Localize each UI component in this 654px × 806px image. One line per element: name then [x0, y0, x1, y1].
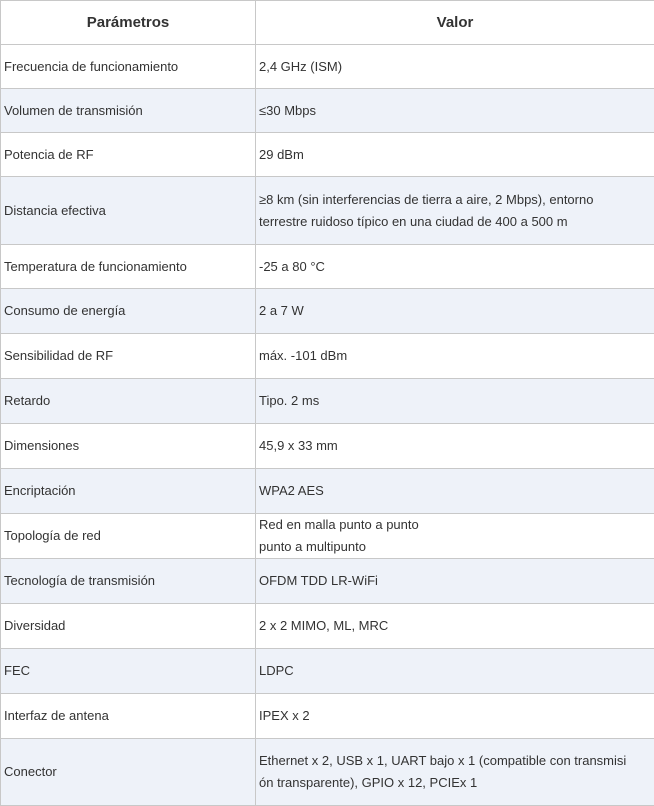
param-cell: Distancia efectiva [1, 177, 256, 245]
param-cell: Sensibilidad de RF [1, 334, 256, 379]
value-line: ón transparente), GPIO x 12, PCIEx 1 [259, 772, 651, 794]
value-cell [256, 177, 654, 245]
table-row [1, 334, 654, 379]
param-cell: Potencia de RF [1, 133, 256, 177]
param-cell: Frecuencia de funcionamiento [1, 45, 256, 89]
table-row [1, 469, 654, 514]
table-row [1, 89, 654, 133]
value-line: terrestre ruidoso típico en una ciudad de 400 a 500 m [259, 211, 651, 233]
table-row [1, 245, 654, 289]
param-cell: Dimensiones [1, 424, 256, 469]
header-value: Valor [256, 1, 654, 45]
param-cell: Volumen de transmisión [1, 89, 256, 133]
param-cell: Retardo [1, 379, 256, 424]
header-param: Parámetros [1, 1, 256, 45]
table-row [1, 289, 654, 334]
value-cell: WPA2 AES [256, 469, 654, 514]
param-cell: Temperatura de funcionamiento [1, 245, 256, 289]
value-cell: máx. -101 dBm [256, 334, 654, 379]
value-line: punto a multipunto [259, 536, 651, 558]
value-cell: 29 dBm [256, 133, 654, 177]
table-row [1, 177, 654, 245]
value-cell: OFDM TDD LR-WiFi [256, 559, 654, 604]
value-cell: 2 a 7 W [256, 289, 654, 334]
value-cell [256, 514, 654, 559]
table-row [1, 694, 654, 739]
value-cell: 45,9 x 33 mm [256, 424, 654, 469]
value-line: Red en malla punto a punto [259, 514, 651, 536]
param-cell: Encriptación [1, 469, 256, 514]
param-cell: Tecnología de transmisión [1, 559, 256, 604]
table-header-row [1, 1, 654, 45]
table-row [1, 424, 654, 469]
table-row [1, 133, 654, 177]
value-line: Ethernet x 2, USB x 1, UART bajo x 1 (compatible con transmisi [259, 750, 651, 772]
value-cell [256, 739, 654, 806]
value-line: ≥8 km (sin interferencias de tierra a aire, 2 Mbps), entorno [259, 189, 651, 211]
value-cell: 2 x 2 MIMO, ML, MRC [256, 604, 654, 649]
param-cell: Topología de red [1, 514, 256, 559]
table-row [1, 649, 654, 694]
table-row [1, 559, 654, 604]
value-cell: -25 a 80 °C [256, 245, 654, 289]
table-row [1, 45, 654, 89]
param-cell: Interfaz de antena [1, 694, 256, 739]
value-cell: 2,4 GHz (ISM) [256, 45, 654, 89]
table-row [1, 739, 654, 806]
value-cell: ≤30 Mbps [256, 89, 654, 133]
value-cell: IPEX x 2 [256, 694, 654, 739]
value-cell: Tipo. 2 ms [256, 379, 654, 424]
param-cell: Diversidad [1, 604, 256, 649]
table-row [1, 379, 654, 424]
param-cell: Conector [1, 739, 256, 806]
param-cell: Consumo de energía [1, 289, 256, 334]
table-row [1, 604, 654, 649]
table-row [1, 514, 654, 559]
param-cell: FEC [1, 649, 256, 694]
value-cell: LDPC [256, 649, 654, 694]
